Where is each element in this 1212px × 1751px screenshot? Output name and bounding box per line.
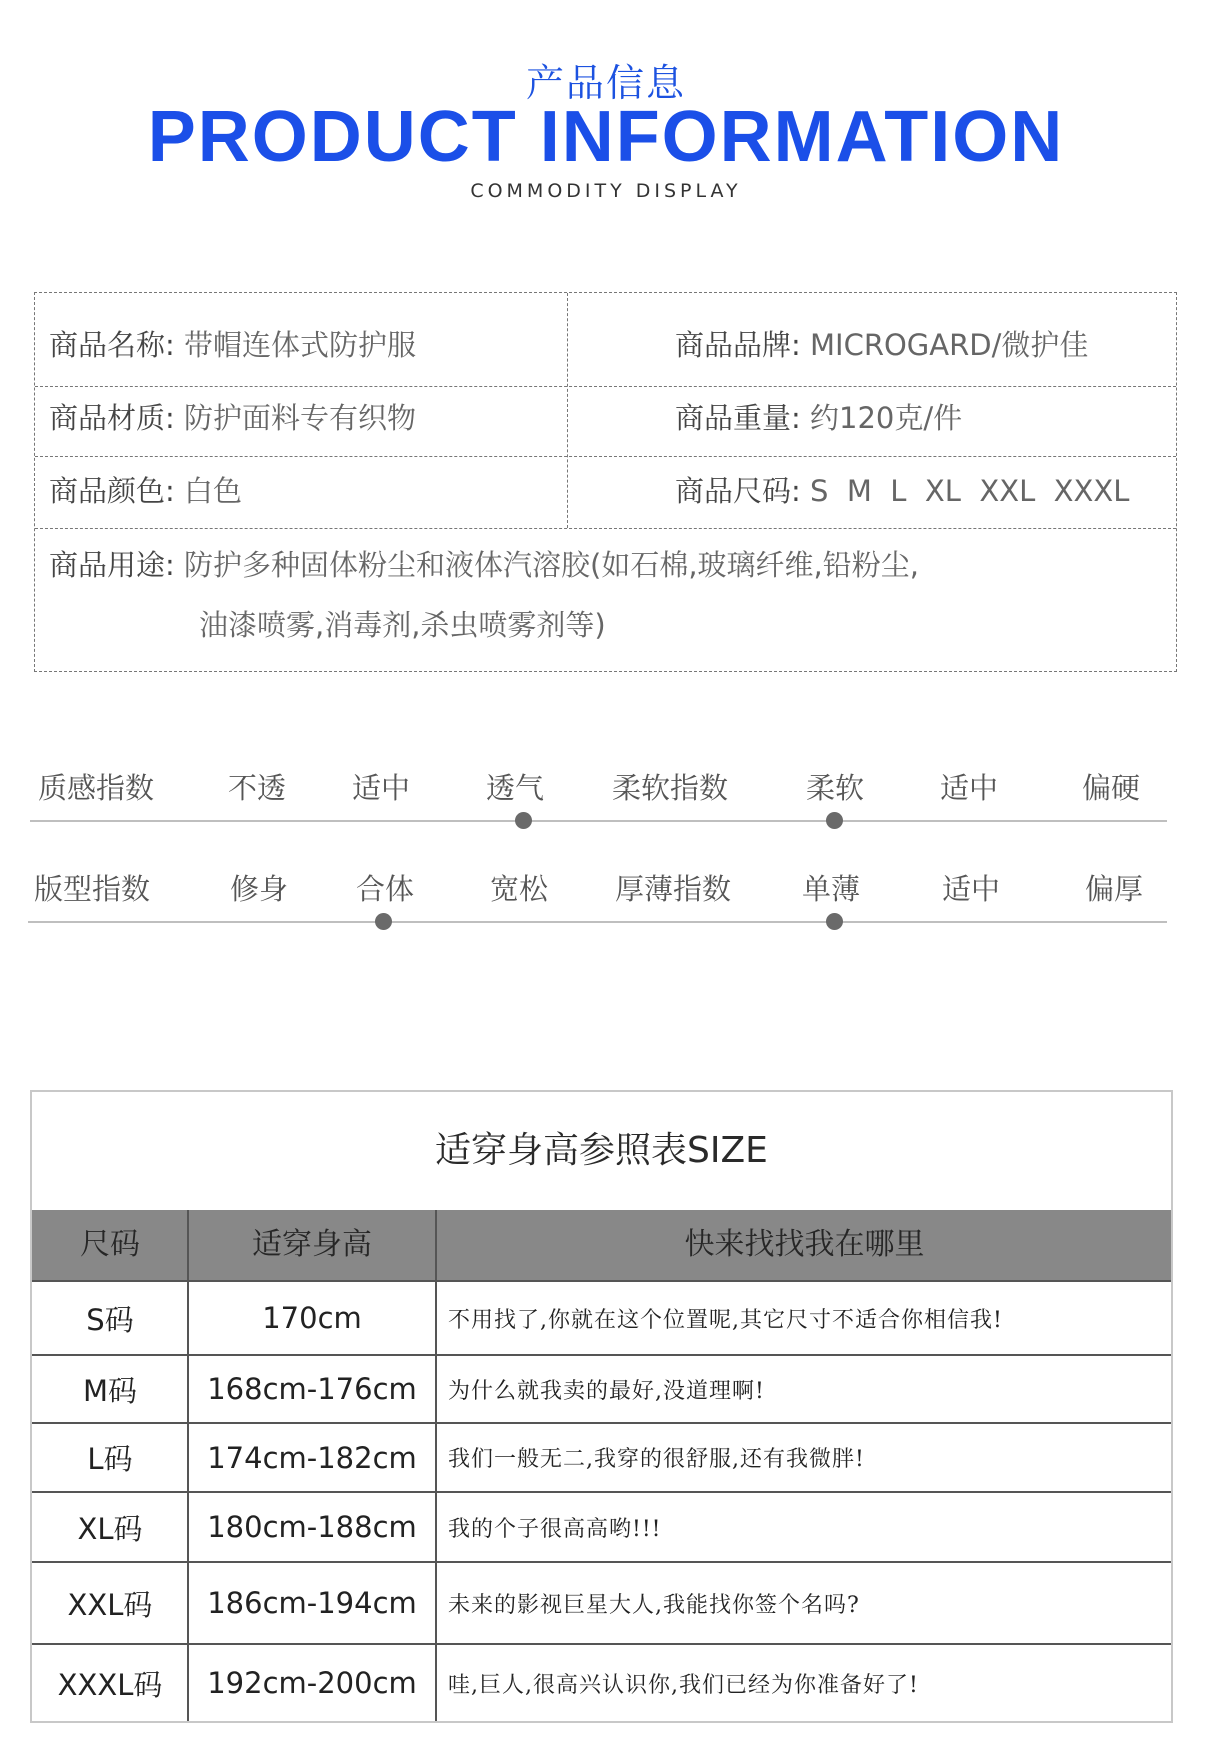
table-row	[32, 1643, 1171, 1721]
size-reference-table	[30, 1090, 1173, 1723]
softness-index-marker	[826, 812, 843, 829]
height-cell: 170cm	[262, 1301, 362, 1335]
info-weight-label: 商品重量:	[675, 401, 801, 435]
size-cell: S码	[86, 1302, 134, 1337]
size-cell: XL码	[77, 1511, 143, 1546]
scale-option: 透气	[486, 771, 545, 805]
info-name-label: 商品名称:	[49, 328, 175, 362]
info-usage	[49, 543, 919, 584]
info-usage-line1: 防护多种固体粉尘和液体汽溶胶(如石棉,玻璃纤维,铅粉尘,	[184, 548, 919, 582]
scale-option: 单薄	[802, 872, 861, 906]
info-material-value: 防护面料专有织物	[184, 401, 417, 435]
scale-option: 不透	[228, 771, 287, 805]
column-header-note: 快来找找我在哪里	[684, 1227, 925, 1262]
scale-option: 偏硬	[1082, 771, 1141, 805]
scale-line	[28, 921, 1167, 923]
info-material-label: 商品材质:	[49, 401, 175, 435]
texture-index-marker	[515, 812, 532, 829]
column-divider	[187, 1210, 189, 1721]
product-info-table	[34, 292, 1177, 672]
info-brand	[675, 323, 1088, 364]
note-cell: 未来的影视巨星大人,我能找你签个名吗?	[448, 1592, 860, 1618]
scale-option: 适中	[940, 771, 999, 805]
info-weight	[675, 396, 962, 437]
divider	[567, 293, 568, 528]
info-color	[49, 469, 242, 510]
info-color-label: 商品颜色:	[49, 474, 175, 508]
index-row-2	[0, 861, 1212, 951]
scale-option: 宽松	[490, 872, 549, 906]
softness-index-title: 柔软指数	[612, 771, 729, 805]
size-table-title: 适穿身高参照表SIZE	[435, 1130, 768, 1171]
height-cell: 168cm-176cm	[207, 1372, 417, 1406]
scale-option: 适中	[352, 771, 411, 805]
scale-option: 适中	[942, 872, 1001, 906]
info-usage-line2: 油漆喷雾,消毒剂,杀虫喷雾剂等)	[199, 608, 606, 642]
info-brand-label: 商品品牌:	[675, 328, 801, 362]
info-size	[675, 469, 1129, 510]
fit-index-marker	[375, 913, 392, 930]
info-weight-value: 约120克/件	[810, 401, 963, 435]
scale-option: 合体	[356, 872, 415, 906]
divider	[35, 456, 1176, 457]
header-title-cn: 产品信息	[525, 61, 686, 105]
scale-option: 柔软	[806, 771, 865, 805]
size-cell: XXXL码	[57, 1667, 163, 1702]
column-header-height: 适穿身高	[252, 1227, 372, 1262]
table-row	[32, 1422, 1171, 1491]
column-header-size: 尺码	[80, 1227, 140, 1262]
column-divider	[435, 1210, 437, 1721]
height-cell: 186cm-194cm	[207, 1586, 417, 1620]
divider	[35, 386, 1176, 387]
fit-index-title: 版型指数	[34, 872, 151, 906]
scale-line	[30, 820, 1167, 822]
scale-option: 偏厚	[1085, 872, 1144, 906]
info-material	[49, 396, 416, 437]
table-row	[32, 1280, 1171, 1354]
header-subtitle: COMMODITY DISPLAY	[470, 180, 742, 202]
table-row	[32, 1561, 1171, 1643]
note-cell: 不用找了,你就在这个位置呢,其它尺寸不适合你相信我!	[448, 1307, 1003, 1333]
note-cell: 我的个子很高高哟!!!	[448, 1516, 662, 1542]
info-size-value: S M L XL XXL XXXL	[810, 474, 1130, 508]
size-cell: M码	[82, 1373, 138, 1408]
height-cell: 180cm-188cm	[207, 1510, 417, 1544]
info-size-label: 商品尺码:	[675, 474, 801, 508]
index-row-1	[0, 760, 1212, 850]
note-cell: 我们一般无二,我穿的很舒服,还有我微胖!	[448, 1447, 865, 1472]
thickness-index-marker	[826, 913, 843, 930]
size-cell: XXL码	[67, 1587, 153, 1622]
table-row	[32, 1491, 1171, 1561]
size-cell: L码	[87, 1442, 133, 1476]
table-row	[32, 1354, 1171, 1422]
texture-index-title: 质感指数	[38, 771, 155, 805]
height-cell: 192cm-200cm	[207, 1666, 417, 1700]
height-cell: 174cm-182cm	[207, 1440, 417, 1475]
scale-option: 修身	[230, 872, 289, 906]
divider	[35, 528, 1176, 529]
header-title-en: PRODUCT INFORMATION	[147, 97, 1065, 177]
size-table-header	[32, 1210, 1171, 1280]
note-cell: 为什么就我卖的最好,没道理啊!	[448, 1378, 765, 1404]
thickness-index-title: 厚薄指数	[615, 872, 732, 906]
info-brand-value: MICROGARD/微护佳	[810, 328, 1089, 362]
note-cell: 哇,巨人,很高兴认识你,我们已经为你准备好了!	[448, 1672, 919, 1698]
info-name	[49, 323, 416, 364]
info-usage-label: 商品用途:	[49, 548, 175, 582]
info-name-value: 带帽连体式防护服	[184, 328, 417, 362]
info-color-value: 白色	[184, 474, 243, 508]
